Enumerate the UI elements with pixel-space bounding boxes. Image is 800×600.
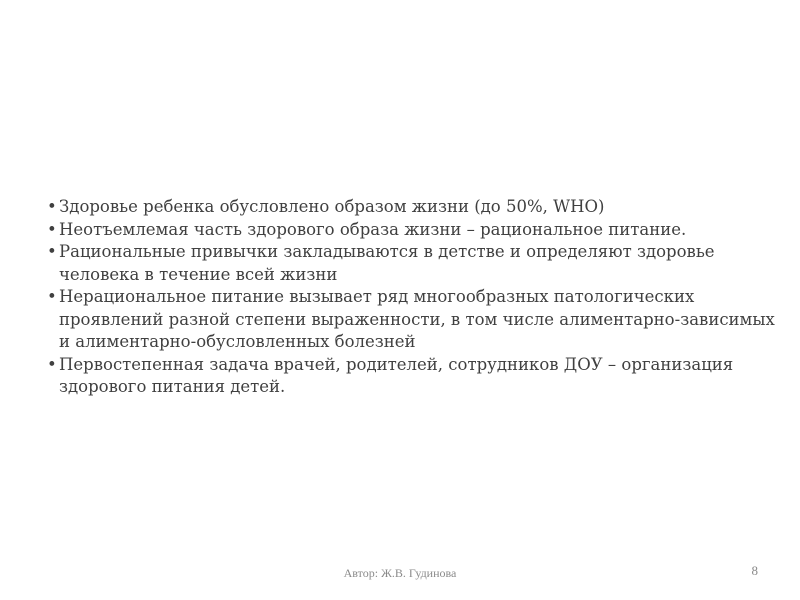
bullet-item	[47, 196, 782, 219]
bullet-text: Нерациональное питание вызывает ряд многообразных патологических проявлений разной степени выраженности, в том числе алиментарно-зависимых и алиментарно-обусловленных болезней	[59, 287, 775, 351]
bullet-text: Рациональные привычки закладываются в детстве и определяют здоровье человека в течение всей жизни	[59, 242, 715, 284]
bullet-item	[47, 354, 782, 399]
bullet-icon: •	[47, 197, 57, 216]
bullet-icon: •	[47, 242, 57, 261]
bullet-item	[47, 286, 782, 354]
bullet-text: Первостепенная задача врачей, родителей, сотрудников ДОУ – организация здорового питания детей.	[59, 354, 734, 396]
bullet-icon: •	[47, 354, 57, 374]
bullet-item	[47, 241, 782, 286]
bullet-icon: •	[47, 287, 57, 306]
bullet-item	[47, 219, 782, 242]
bullet-text: Неотъемлемая часть здорового образа жизни – рациональное питание.	[59, 219, 687, 239]
page-number: 8	[751, 563, 758, 578]
bullet-icon: •	[47, 219, 57, 239]
bullet-list	[47, 196, 782, 399]
footer-author: Автор: Ж.В. Гудинова	[343, 566, 457, 580]
bullet-text: Здоровье ребенка обусловлено образом жизни (до 50%, WHO)	[59, 197, 605, 216]
